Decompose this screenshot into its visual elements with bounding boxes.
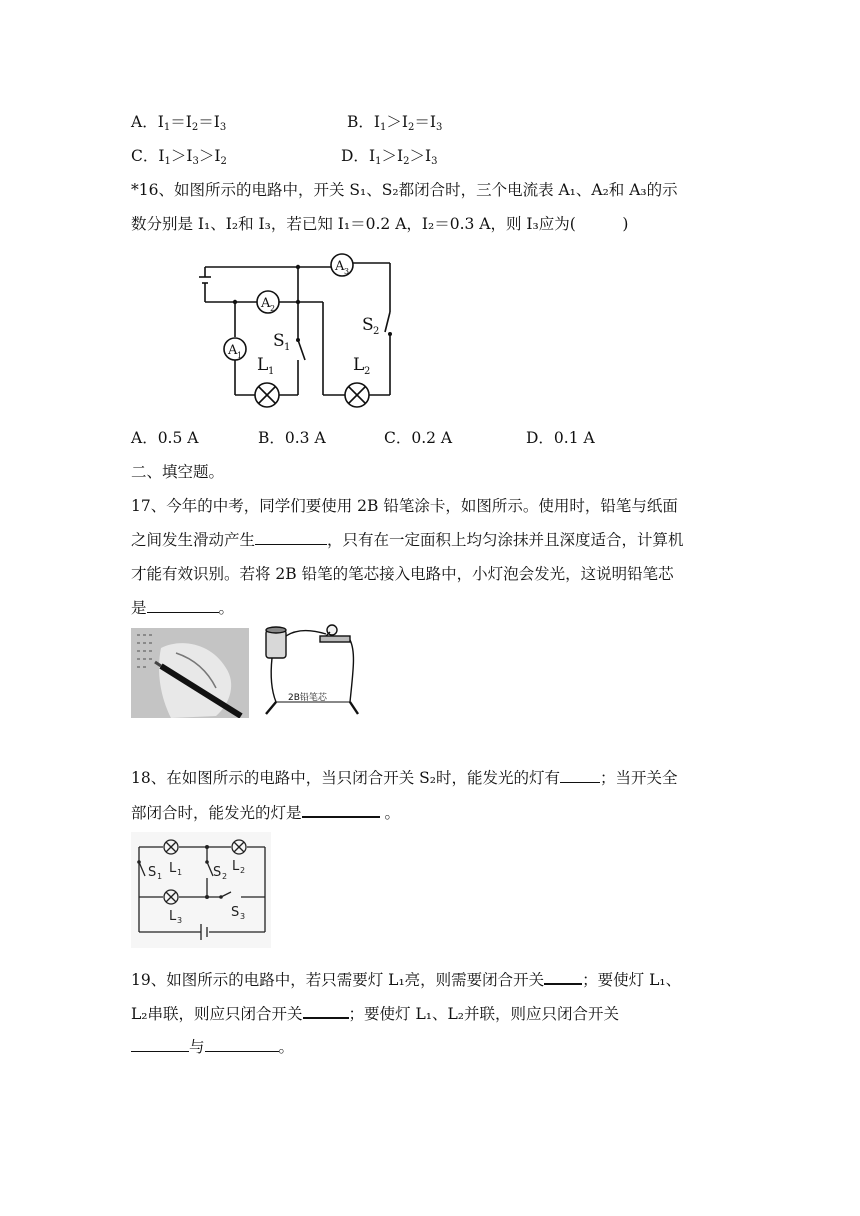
l2-sub: 2: [364, 366, 371, 377]
s1-sub: 1: [157, 872, 163, 881]
l2-label: L: [353, 355, 365, 375]
l3-label: L: [169, 909, 177, 924]
s2-sub: 2: [222, 872, 228, 881]
a1-label: A: [228, 343, 238, 358]
pencil-lead-circuit-sketch: [258, 622, 368, 722]
s1-label: S: [148, 865, 157, 880]
q18-blank-2[interactable]: [302, 802, 380, 818]
q15-option-b: B．$I_1>I_2=I_3$: [347, 113, 443, 133]
q19-line-3: 与 。: [131, 1037, 294, 1057]
section-heading: 二、填空题。: [131, 463, 225, 481]
q19-blank-2[interactable]: [303, 1003, 349, 1019]
l1-sub: 1: [268, 366, 275, 377]
q19-blank-1[interactable]: [544, 969, 582, 985]
q15-option-c: C．$I_1>I_3>I_2$: [131, 147, 227, 167]
q16-circuit-diagram: [195, 250, 395, 415]
l2-label: L: [232, 859, 240, 874]
s3-sub: 3: [240, 912, 246, 921]
q16-option-c: C．0.2 A: [384, 429, 453, 447]
q18-circuit-diagram: [131, 832, 271, 948]
q16-option-a: A．0.5 A: [131, 429, 199, 447]
q16-option-b: B．0.3 A: [258, 429, 326, 447]
q19-line-2: L₂串联，则应只闭合开关 ；要使灯 L₁、L₂并联，则应只闭合开关: [131, 1005, 619, 1023]
q19-blank-4[interactable]: [205, 1037, 279, 1052]
s2-label: S: [213, 865, 222, 880]
q17-line-1: 17、今年的中考，同学们要使用 2B 铅笔涂卡，如图所示。使用时，铅笔与纸面: [131, 497, 678, 515]
q15-option-d: D．$I_1>I_2>I_3$: [341, 147, 438, 167]
l2-sub: 2: [240, 866, 246, 875]
s1-label: S: [273, 331, 285, 351]
pencil-hand-photo: [131, 628, 249, 718]
q16-line-2: 数分别是 I₁、I₂和 I₃，若已知 I₁＝0.2 A，I₂＝0.3 A，则 I₃应为( ): [131, 215, 629, 233]
s3-label: S: [231, 905, 240, 920]
a3-sub: 3: [344, 267, 350, 276]
q18-line-2: 部闭合时，能发光的灯是 。: [131, 804, 400, 822]
q17-blank-1[interactable]: [255, 530, 327, 545]
s1-sub: 1: [284, 342, 291, 353]
l1-sub: 1: [177, 868, 183, 877]
l1-label: L: [169, 861, 177, 876]
q19-line-1: 19、如图所示的电路中，若只需要灯 L₁亮，则需要闭合开关 ；要使灯 L₁、: [131, 971, 682, 989]
s2-sub: 2: [373, 326, 380, 337]
pencil-lead-label: 2B铅笔芯: [288, 693, 327, 703]
s2-label: S: [362, 315, 374, 335]
a2-label: A: [261, 296, 271, 311]
l3-sub: 3: [177, 916, 183, 925]
a3-label: A: [335, 259, 345, 274]
q16-option-d: D．0.1 A: [526, 429, 595, 447]
q18-blank-1[interactable]: [560, 768, 600, 783]
q19-blank-3[interactable]: [131, 1037, 189, 1052]
q17-line-4: 是 。: [131, 599, 235, 617]
a2-sub: 2: [270, 304, 276, 313]
q16-line-1: *16、如图所示的电路中，开关 S₁、S₂都闭合时，三个电流表 A₁、A₂和 A₃的示: [131, 181, 678, 199]
l1-label: L: [257, 355, 269, 375]
q18-line-1: 18、在如图所示的电路中，当只闭合开关 S₂时，能发光的灯有 ；当开关全: [131, 769, 678, 787]
q15-option-a: A．$I_1=I_2=I_3$: [131, 113, 227, 133]
q17-blank-2[interactable]: [147, 598, 219, 613]
a1-sub: 1: [237, 351, 243, 360]
q17-line-3: 才能有效识别。若将 2B 铅笔的笔芯接入电路中，小灯泡会发光，这说明铅笔芯: [131, 565, 674, 583]
q17-line-2: 之间发生滑动产生 ，只有在一定面积上均匀涂抹并且深度适合，计算机: [131, 531, 684, 549]
